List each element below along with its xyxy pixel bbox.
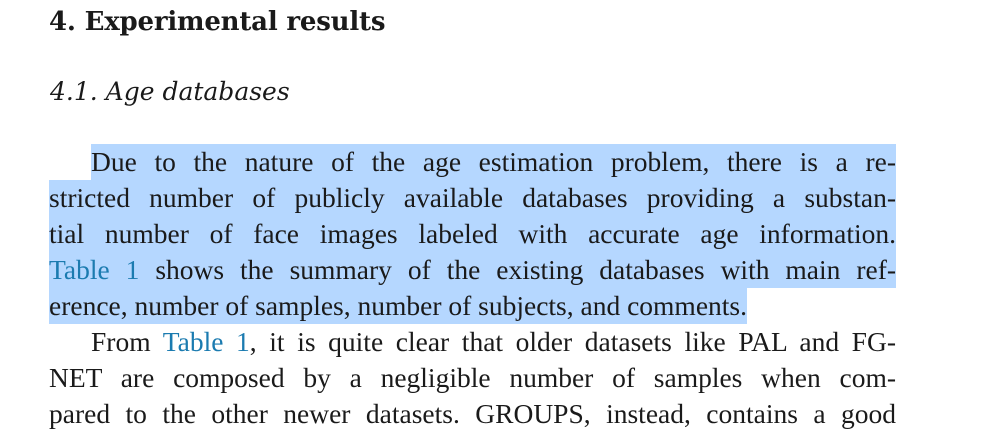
- selected-text: erence, number of samples, number of subjects, and comments.: [49, 288, 747, 324]
- text-line: [49, 396, 896, 432]
- text-content: NET are composed by a negligible number of samples when com-: [49, 362, 896, 393]
- text-line: [91, 324, 896, 360]
- text-prefix: From: [91, 326, 151, 357]
- table-reference-link[interactable]: Table 1: [162, 326, 250, 357]
- subsection-heading: 4.1. Age databases: [50, 77, 290, 106]
- text-line: [49, 252, 896, 288]
- selected-text: tial number of face images labeled with accurate age information.: [49, 216, 896, 252]
- text-content: pared to the other newer datasets. GROUPS, instead, contains a good: [49, 398, 896, 429]
- text-line: [49, 216, 896, 252]
- selected-text-with-link: [49, 252, 896, 288]
- text-line: [91, 144, 896, 180]
- section-heading: 4. Experimental results: [49, 7, 386, 37]
- text-rest: , it is quite clear that older datasets like PAL and FG-: [249, 326, 896, 357]
- table-reference-link[interactable]: Table 1: [49, 254, 140, 285]
- selected-text: shows the summary of the existing databases with main ref-: [155, 254, 897, 285]
- text-line: [49, 180, 896, 216]
- text-line: [49, 288, 896, 324]
- text-line: [49, 360, 896, 396]
- selected-text: Due to the nature of the age estimation problem, there is a re-: [91, 144, 896, 180]
- selected-text: stricted number of publicly available databases providing a substan-: [49, 180, 896, 216]
